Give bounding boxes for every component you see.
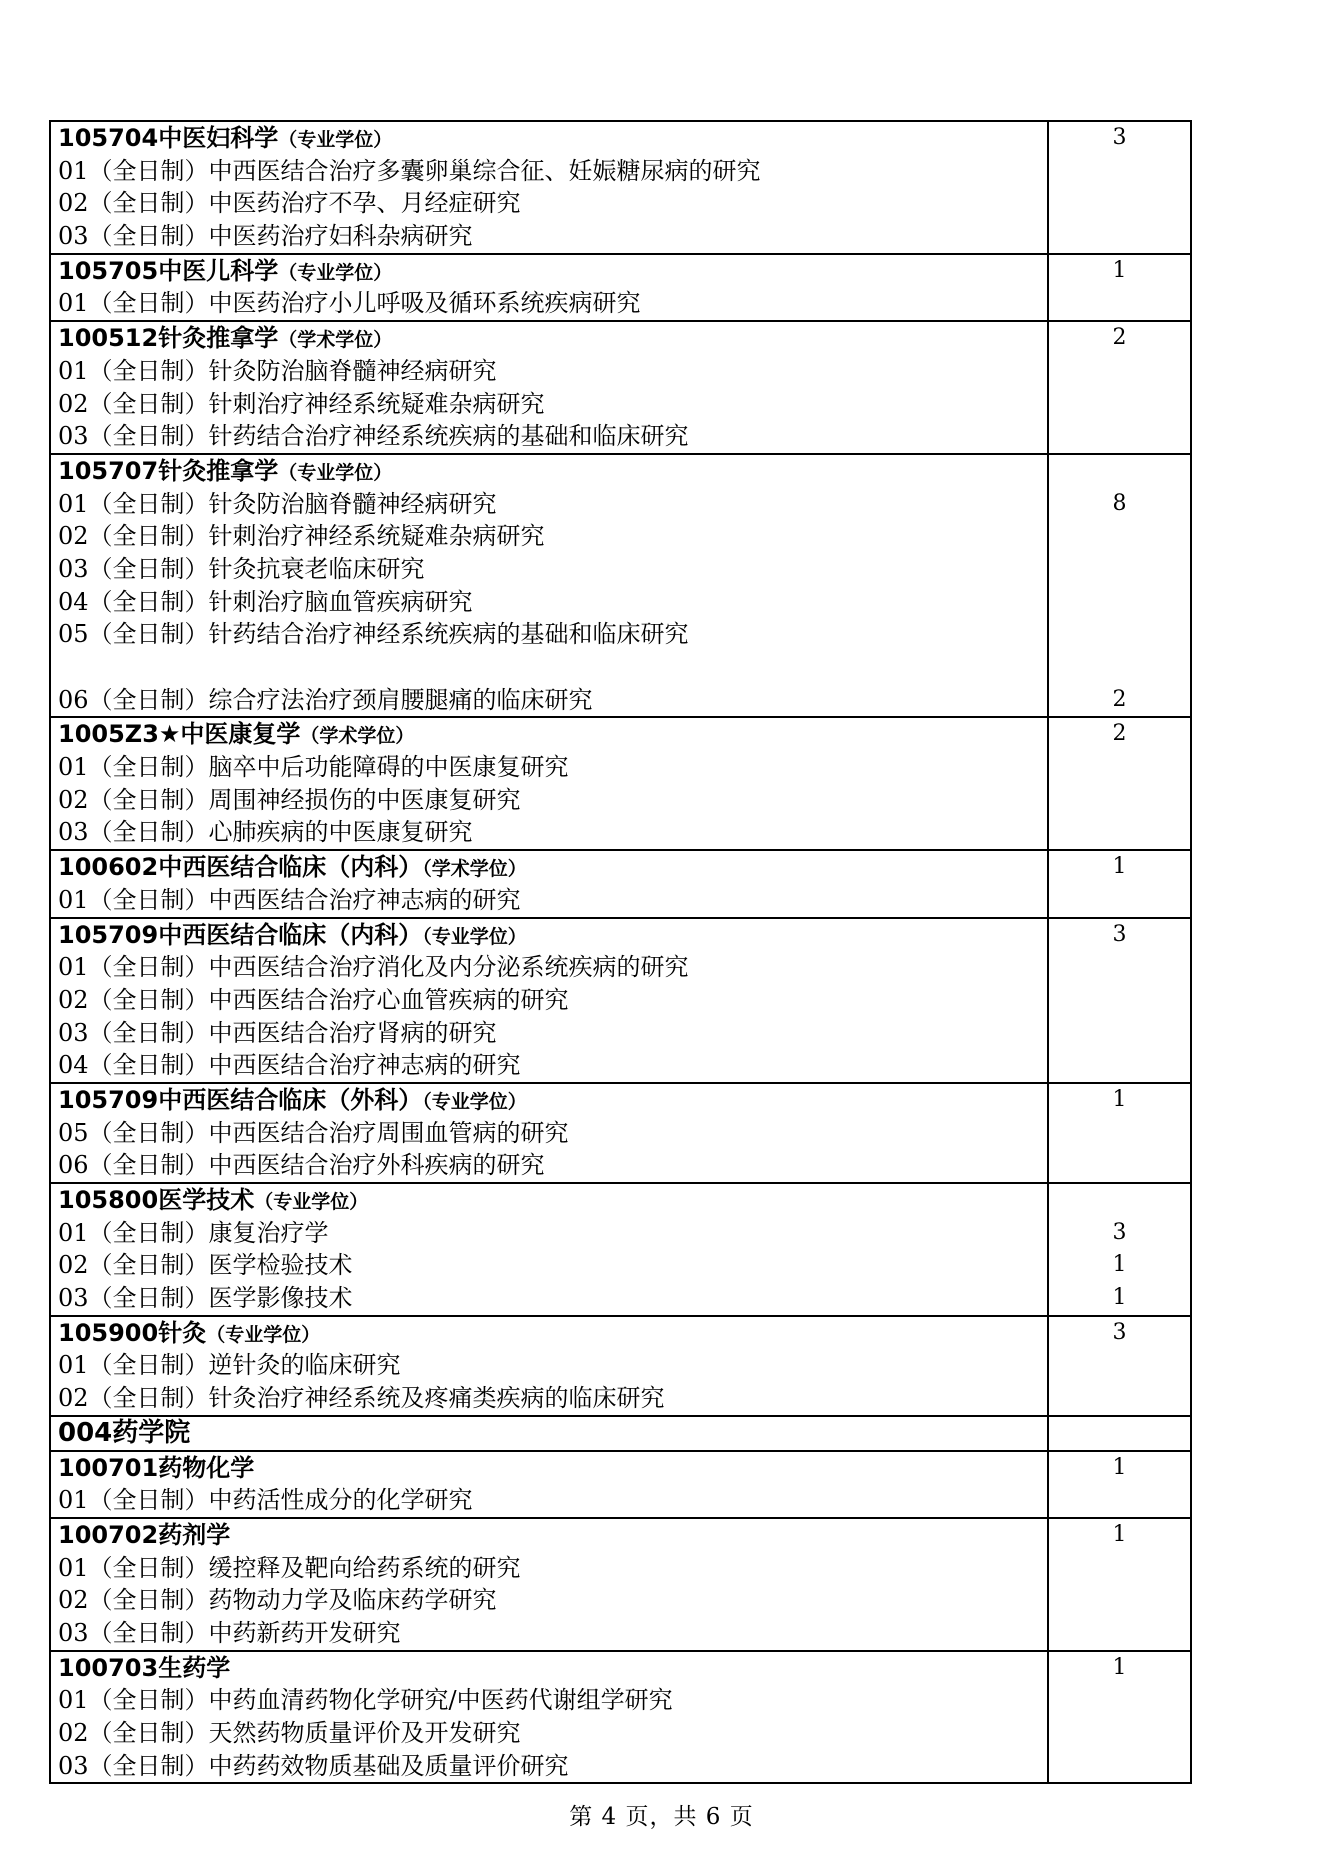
major-code-name: 105900针灸 xyxy=(58,1318,207,1347)
direction-quota xyxy=(1049,884,1190,917)
direction-quota xyxy=(1049,784,1190,817)
major-row xyxy=(50,1083,1191,1183)
major-title xyxy=(58,1184,1047,1217)
direction-quota xyxy=(1049,1717,1190,1750)
quota-value xyxy=(1049,455,1190,488)
major-code-name: 105707针灸推拿学 xyxy=(58,456,279,485)
major-row xyxy=(50,1651,1191,1784)
major-row xyxy=(50,1183,1191,1316)
quota-cell xyxy=(1048,1083,1191,1183)
direction-quota xyxy=(1049,751,1190,784)
major-title xyxy=(58,1652,1047,1685)
research-direction: 03（全日制）针灸抗衰老临床研究 xyxy=(58,554,425,583)
direction-quota xyxy=(1049,1552,1190,1585)
research-direction: 01（全日制）逆针灸的临床研究 xyxy=(58,1351,401,1380)
research-direction: 06（全日制）中西医结合治疗外科疾病的研究 xyxy=(58,1151,545,1180)
research-direction: 01（全日制）中西医结合治疗多囊卵巢综合征、妊娠糖尿病的研究 xyxy=(58,156,761,185)
direction-quota xyxy=(1049,951,1190,984)
direction-quota xyxy=(1049,1049,1190,1082)
direction-quota xyxy=(1049,1117,1190,1150)
major-cell xyxy=(50,1416,1048,1451)
major-cell xyxy=(50,1083,1048,1183)
quota-value: 1 xyxy=(1112,1086,1127,1112)
major-row xyxy=(50,454,1191,718)
quota-cell xyxy=(1048,850,1191,917)
direction-quota: 8 xyxy=(1112,490,1127,516)
research-direction: 03（全日制）医学影像技术 xyxy=(58,1284,353,1313)
direction-quota xyxy=(1049,553,1190,586)
major-cell xyxy=(50,918,1048,1083)
table-body xyxy=(50,121,1191,1783)
research-direction: 02（全日制）中西医结合治疗心血管疾病的研究 xyxy=(58,985,569,1014)
quota-cell xyxy=(1048,121,1191,254)
direction-quota xyxy=(1049,618,1190,651)
research-direction: 03（全日制）针药结合治疗神经系统疾病的基础和临床研究 xyxy=(58,422,689,451)
major-title xyxy=(58,919,1047,952)
research-direction: 02（全日制）药物动力学及临床药学研究 xyxy=(58,1586,497,1615)
research-direction: 02（全日制）中医药治疗不孕、月经症研究 xyxy=(58,189,521,218)
quota-value: 3 xyxy=(1112,1319,1127,1345)
research-direction: 03（全日制）中医药治疗妇科杂病研究 xyxy=(58,222,473,251)
major-code-name: 105709中西医结合临床（外科） xyxy=(58,1085,423,1114)
degree-type: （专业学位） xyxy=(278,129,393,151)
major-row xyxy=(50,1316,1191,1416)
research-direction: 04（全日制）中西医结合治疗神志病的研究 xyxy=(58,1051,521,1080)
major-code-name: 100702药剂学 xyxy=(58,1520,231,1549)
quota-cell xyxy=(1048,1183,1191,1316)
major-row xyxy=(50,1518,1191,1651)
major-cell xyxy=(50,1316,1048,1416)
quota-value: 1 xyxy=(1112,257,1127,283)
page-footer: 第 4 页，共 6 页 xyxy=(569,1804,754,1830)
major-code-name: 100701药物化学 xyxy=(58,1453,255,1482)
major-row xyxy=(50,1451,1191,1518)
research-direction: 03（全日制）中药新药开发研究 xyxy=(58,1618,401,1647)
research-direction: 01（全日制）中西医结合治疗神志病的研究 xyxy=(58,885,521,914)
degree-type: （专业学位） xyxy=(254,1191,369,1213)
research-direction: 01（全日制）针灸防治脑脊髓神经病研究 xyxy=(58,356,497,385)
degree-type: （学术学位） xyxy=(278,329,393,352)
direction-quota xyxy=(1049,1584,1190,1617)
direction-quota: 3 xyxy=(1112,1219,1127,1245)
quota-cell xyxy=(1048,1316,1191,1416)
major-title xyxy=(58,1519,1047,1552)
research-direction: 04（全日制）针刺治疗脑血管疾病研究 xyxy=(58,587,473,616)
major-cell xyxy=(50,321,1048,454)
major-cell xyxy=(50,454,1048,718)
direction-quota xyxy=(1049,651,1190,684)
quota-cell xyxy=(1048,454,1191,718)
college-title: 004药学院 xyxy=(58,1417,191,1448)
direction-quota xyxy=(1049,1617,1190,1650)
quota-value: 3 xyxy=(1112,125,1127,150)
degree-type: （学术学位） xyxy=(422,858,527,881)
research-direction: 01（全日制）中医药治疗小儿呼吸及循环系统疾病研究 xyxy=(58,289,641,318)
major-title xyxy=(58,1452,1047,1485)
direction-quota xyxy=(1049,155,1190,188)
direction-quota xyxy=(1049,420,1190,453)
major-cell xyxy=(50,850,1048,917)
direction-quota xyxy=(1049,520,1190,553)
direction-quota xyxy=(1049,355,1190,388)
major-code-name: 105800医学技术 xyxy=(58,1186,255,1214)
major-cell xyxy=(50,254,1048,321)
research-direction: 02（全日制）医学检验技术 xyxy=(58,1251,353,1280)
quota-cell xyxy=(1048,1518,1191,1651)
degree-type: （专业学位） xyxy=(206,1323,321,1346)
degree-type: （专业学位） xyxy=(422,1090,527,1113)
quota-value: 1 xyxy=(1112,854,1127,880)
major-code-name: 105709中西医结合临床（内科） xyxy=(58,920,423,949)
quota-cell xyxy=(1048,918,1191,1083)
direction-quota xyxy=(1049,984,1190,1017)
direction-quota xyxy=(1049,586,1190,619)
quota-value: 2 xyxy=(1112,325,1127,351)
degree-type: （学术学位） xyxy=(300,725,415,748)
direction-quota: 1 xyxy=(1112,1252,1127,1278)
degree-type: （专业学位） xyxy=(422,925,527,948)
major-code-name: 100703生药学 xyxy=(58,1653,231,1682)
direction-quota xyxy=(1049,220,1190,253)
major-cell xyxy=(50,717,1048,850)
major-title xyxy=(58,718,1047,751)
major-cell xyxy=(50,121,1048,254)
research-direction: 02（全日制）天然药物质量评价及开发研究 xyxy=(58,1719,521,1747)
major-row xyxy=(50,850,1191,917)
quota-cell xyxy=(1048,1416,1191,1451)
research-direction: 02（全日制）针灸治疗神经系统及疼痛类疾病的临床研究 xyxy=(58,1384,665,1413)
major-cell xyxy=(50,1183,1048,1316)
major-code-name: 100602中西医结合临床（内科） xyxy=(58,853,423,882)
direction-quota xyxy=(1049,1349,1190,1382)
quota-value: 3 xyxy=(1112,921,1127,947)
research-direction: 01（全日制）中药活性成分的化学研究 xyxy=(58,1486,473,1515)
research-direction: 02（全日制）周围神经损伤的中医康复研究 xyxy=(58,785,521,814)
research-direction: 06（全日制）综合疗法治疗颈肩腰腿痛的临床研究 xyxy=(58,685,593,714)
major-code-name: 1005Z3★中医康复学 xyxy=(58,720,301,749)
research-direction: 01（全日制）针灸防治脑脊髓神经病研究 xyxy=(58,489,497,518)
research-direction: 01（全日制）中药血清药物化学研究/中医药代谢组学研究 xyxy=(58,1686,673,1715)
research-direction: 01（全日制）脑卒中后功能障碍的中医康复研究 xyxy=(58,753,569,782)
major-row xyxy=(50,717,1191,850)
major-row xyxy=(50,254,1191,321)
research-direction xyxy=(58,651,1047,684)
major-title xyxy=(58,851,1047,884)
direction-quota xyxy=(1049,1149,1190,1182)
major-title xyxy=(58,255,1047,288)
direction-quota xyxy=(1049,287,1190,320)
major-title xyxy=(58,322,1047,355)
direction-quota xyxy=(1049,388,1190,421)
direction-quota xyxy=(1049,1382,1190,1415)
direction-quota: 1 xyxy=(1112,1285,1127,1311)
direction-quota xyxy=(1049,1684,1190,1717)
major-title xyxy=(58,455,1047,488)
college-row xyxy=(50,1416,1191,1451)
direction-quota xyxy=(1049,816,1190,849)
quota-value: 1 xyxy=(1112,1521,1127,1547)
major-code-name: 105705中医儿科学 xyxy=(58,256,279,285)
major-row xyxy=(50,918,1191,1083)
direction-quota xyxy=(1049,187,1190,220)
quota-cell xyxy=(1048,1451,1191,1518)
research-direction: 03（全日制）中西医结合治疗肾病的研究 xyxy=(58,1018,497,1047)
degree-type: （专业学位） xyxy=(278,461,393,484)
major-title xyxy=(58,1084,1047,1117)
major-cell xyxy=(50,1518,1048,1651)
quota-cell xyxy=(1048,717,1191,850)
major-title xyxy=(58,1317,1047,1350)
major-row xyxy=(50,321,1191,454)
research-direction: 02（全日制）针刺治疗神经系统疑难杂病研究 xyxy=(58,522,545,551)
research-direction: 05（全日制）中西医结合治疗周围血管病的研究 xyxy=(58,1118,569,1147)
enrollment-table xyxy=(49,120,1192,1784)
quota-cell xyxy=(1048,1651,1191,1784)
research-direction: 03（全日制）中药药效物质基础及质量评价研究 xyxy=(58,1751,569,1780)
quota-value: 2 xyxy=(1112,721,1127,747)
direction-quota: 2 xyxy=(1112,686,1127,712)
major-code-name: 105704中医妇科学 xyxy=(58,124,279,152)
major-cell xyxy=(50,1451,1048,1518)
research-direction: 01（全日制）缓控释及靶向给药系统的研究 xyxy=(58,1553,521,1582)
major-code-name: 100512针灸推拿学 xyxy=(58,324,279,353)
major-row xyxy=(50,121,1191,254)
direction-quota xyxy=(1049,1750,1190,1783)
direction-quota xyxy=(1049,1484,1190,1517)
direction-quota xyxy=(1049,1017,1190,1050)
research-direction: 01（全日制）中西医结合治疗消化及内分泌系统疾病的研究 xyxy=(58,953,689,982)
major-cell xyxy=(50,1651,1048,1784)
research-direction: 01（全日制）康复治疗学 xyxy=(58,1218,329,1247)
quota-value: 1 xyxy=(1112,1454,1127,1480)
quota-value xyxy=(1049,1184,1190,1217)
major-title xyxy=(58,122,1047,155)
research-direction: 02（全日制）针刺治疗神经系统疑难杂病研究 xyxy=(58,389,545,418)
quota-cell xyxy=(1048,254,1191,321)
research-direction: 05（全日制）针药结合治疗神经系统疾病的基础和临床研究 xyxy=(58,620,689,649)
quota-value: 1 xyxy=(1112,1654,1127,1680)
research-direction: 03（全日制）心肺疾病的中医康复研究 xyxy=(58,818,473,847)
quota-cell xyxy=(1048,321,1191,454)
degree-type: （专业学位） xyxy=(278,261,393,284)
